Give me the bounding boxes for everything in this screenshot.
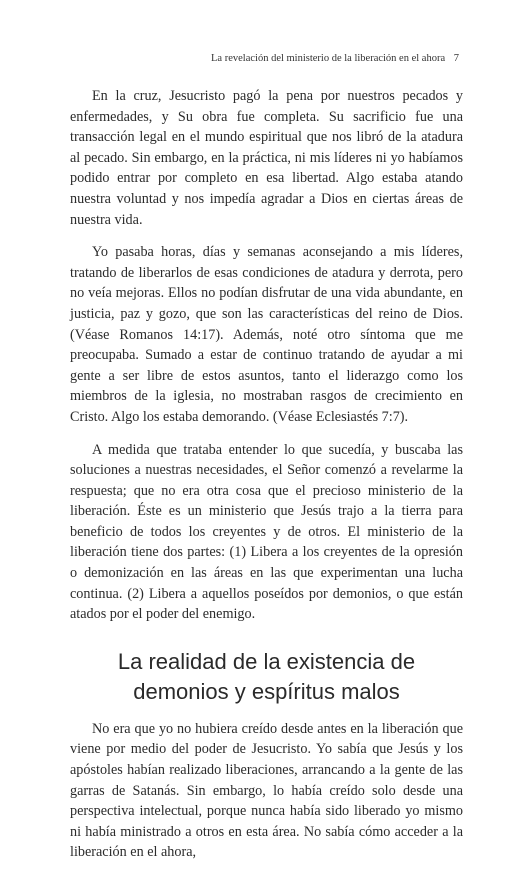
paragraph-3: A medida que trataba entender lo que sucedía, y buscaba las soluciones a nuestras necesidades, el Señor comenzó a revelarme la respuesta; que no era otra cosa que el precioso ministerio de la liberación. Éste es un ministerio que Jesús trajo a la tierra para beneficio de todos los creyentes y de otros. El ministerio de la liberación tiene dos partes: (1) Libera a los creyentes de la opresión o demonización en las áreas en las que experimentan una lucha continua. (2) Libera a aquellos poseídos por demonios, o que están atados por el poder del enemigo. [70,441,463,623]
page-number: 7 [453,53,459,64]
page-body [70,86,463,875]
section-paragraph: No era que yo no hubiera creído desde antes en la liberación que viene por medio del poder de Jesucristo. Yo sabía que Jesús y los apóstoles habían realizado liberaciones, arrancando a la gente de las garras de Satanás. Sin embargo, lo había creído solo desde una perspectiva intelectual, porque nunca había sido liberado yo mismo ni había ministrado a otros en esta área. No sabía cómo acceder a la liberación en el ahora, [70,720,463,861]
section-heading: La realidad de la existencia de demonios y espíritus malos [117,648,416,704]
running-header [211,53,459,64]
paragraph-2: Yo pasaba horas, días y semanas aconsejando a mis líderes, tratando de liberarlos de esas condiciones de atadura y derrota, pero no veía mejoras. Ellos no podían disfrutar de una vida abundante, en justicia, paz y gozo, que son las características del reino de Dios. (Véase Romanos 14:17). Además, noté otro síntoma que me preocupaba. Sumado a estar de continuo tratando de ayudar a mi gente a ser libre de estos asuntos, tanto el liderazgo como los miembros de la iglesia, no mostraban rasgos de crecimiento en Cristo. Algo los estaba demorando. (Véase Eclesiastés 7:7). [70,244,463,425]
paragraph-1: En la cruz, Jesucristo pagó la pena por nuestros pecados y enfermedades, y Su obra fue completa. Su sacrificio fue una transacción legal en el mundo espiritual que nos libró de la atadura al pecado. Sin embargo, en la práctica, ni mis líderes ni yo habíamos podido entrar por completo en esa libertad. Algo estaba atando nuestra voluntad y nos impedía agradar a Dios en ciertas áreas de nuestra vida. [70,88,463,228]
running-title: La revelación del ministerio de la liberación en el ahora [211,53,446,64]
